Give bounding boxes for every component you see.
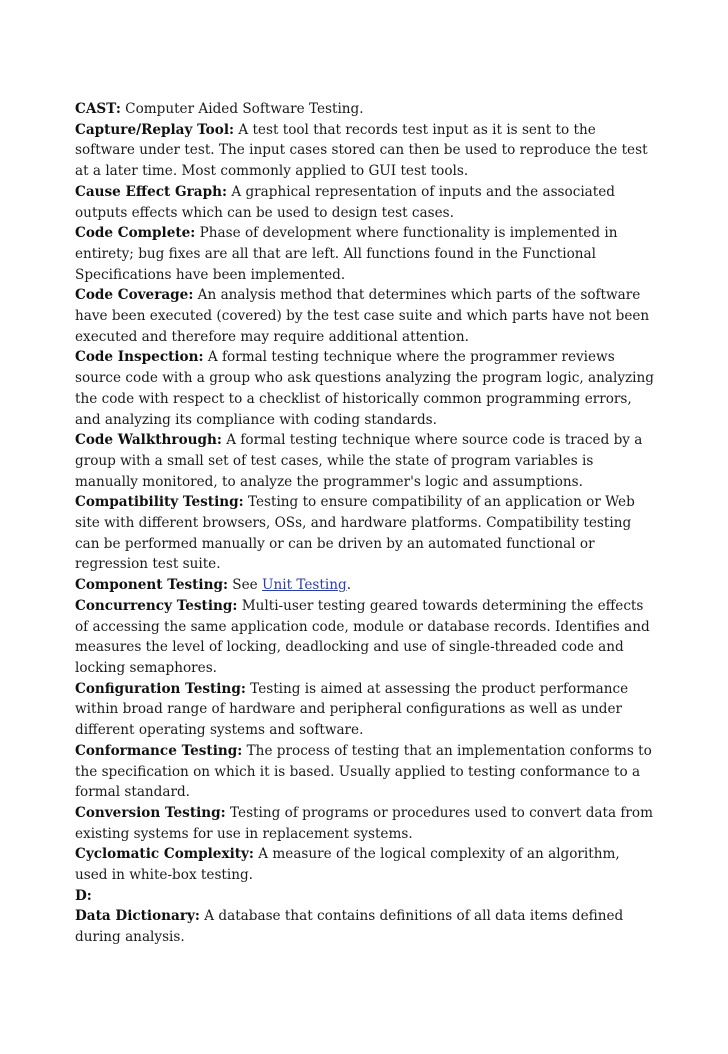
glossary-term: Concurrency Testing: xyxy=(75,597,238,614)
glossary-definition: Testing to ensure compatibility of an application or Web site with different browsers, OSs, and hardware platforms. Compatibility testing can be performed manually or can be driven by an automated functional or regression test suite. xyxy=(75,494,635,573)
glossary-term: Conformance Testing: xyxy=(75,742,243,759)
glossary-definition: A measure of the logical complexity of an algorithm, used in white-box testing. xyxy=(75,846,620,884)
glossary-definition-end: . xyxy=(346,577,352,594)
glossary-definition: A test tool that records test input as it is sent to the software under test. The input cases stored can then be used to reproduce the test at a later time. Most commonly applied to GUI test tools. xyxy=(75,121,648,180)
glossary-entry-conformance-testing xyxy=(75,741,655,803)
glossary-term: Compatibility Testing: xyxy=(75,494,244,511)
glossary-term: Cause Effect Graph: xyxy=(75,183,227,200)
glossary-page xyxy=(75,99,655,948)
glossary-entry-component-testing xyxy=(75,575,655,596)
glossary-definition: A graphical representation of inputs and the associated outputs effects which can be used to design test cases. xyxy=(75,183,615,221)
glossary-term: Code Coverage: xyxy=(75,287,194,304)
glossary-definition: An analysis method that determines which parts of the software have been executed (covered) by the test case suite and which parts have not been executed and therefore may require additional attention. xyxy=(75,287,650,345)
glossary-definition: A database that contains definitions of all data items defined during analysis. xyxy=(75,908,624,946)
glossary-entry-code-inspection xyxy=(75,347,655,430)
glossary-entry-cast xyxy=(75,99,655,120)
glossary-term: Cyclomatic Complexity: xyxy=(75,846,254,863)
glossary-definition: The process of testing that an implementation conforms to the specification on which it is based. Usually applied to testing conformance to a formal standard. xyxy=(75,742,652,801)
glossary-term: Code Complete: xyxy=(75,225,196,242)
glossary-definition: Testing of programs or procedures used to convert data from existing systems for use in replacement systems. xyxy=(75,804,654,842)
unit-testing-link[interactable]: Unit Testing xyxy=(262,577,347,594)
glossary-definition: Multi-user testing geared towards determining the effects of accessing the same application code, module or database records. Identifies and measures the level of locking, deadlocking and use of single-threaded code and locking semaphores. xyxy=(75,597,650,676)
glossary-definition: Computer Aided Software Testing. xyxy=(120,101,364,117)
glossary-definition: Phase of development where functionality is implemented in entirety; bug fixes are all that are left. All functions found in the Functional Specifications have been implemented. xyxy=(75,225,618,283)
glossary-term: Component Testing: xyxy=(75,577,228,594)
glossary-section-heading-d xyxy=(75,886,655,907)
glossary-entry-data-dictionary xyxy=(75,906,655,947)
glossary-term: Code Inspection: xyxy=(75,349,204,366)
glossary-entry-conversion-testing xyxy=(75,803,655,844)
glossary-entry-code-coverage xyxy=(75,285,655,347)
glossary-term: Conversion Testing: xyxy=(75,804,226,821)
glossary-term: Capture/Replay Tool: xyxy=(75,121,234,138)
glossary-entry-configuration-testing xyxy=(75,679,655,741)
glossary-term: Configuration Testing: xyxy=(75,680,246,697)
glossary-definition: Testing is aimed at assessing the product performance within broad range of hardware and peripheral configurations as well as under different operating systems and software. xyxy=(75,680,629,739)
glossary-entry-capture-replay-tool xyxy=(75,120,655,182)
glossary-definition: A formal testing technique where source code is traced by a group with a small set of test cases, while the state of program variables is manually monitored, to analyze the programmer's logic and assumptions. xyxy=(75,432,643,490)
glossary-entry-cause-effect-graph xyxy=(75,182,655,223)
glossary-term: Data Dictionary: xyxy=(75,908,200,925)
glossary-entry-code-complete xyxy=(75,223,655,285)
section-letter-heading: D: xyxy=(75,887,92,904)
glossary-entry-code-walkthrough xyxy=(75,430,655,492)
glossary-entry-concurrency-testing xyxy=(75,596,655,679)
glossary-term: CAST: xyxy=(75,101,121,117)
glossary-definition: A formal testing technique where the programmer reviews source code with a group who ask questions analyzing the program logic, analyzing the code with respect to a checklist of historically common programming errors, and analyzing its compliance with coding standards. xyxy=(75,349,654,428)
glossary-term: Code Walkthrough: xyxy=(75,432,222,449)
glossary-definition: See xyxy=(227,577,263,594)
glossary-entry-cyclomatic-complexity xyxy=(75,844,655,885)
glossary-entry-compatibility-testing xyxy=(75,492,655,575)
